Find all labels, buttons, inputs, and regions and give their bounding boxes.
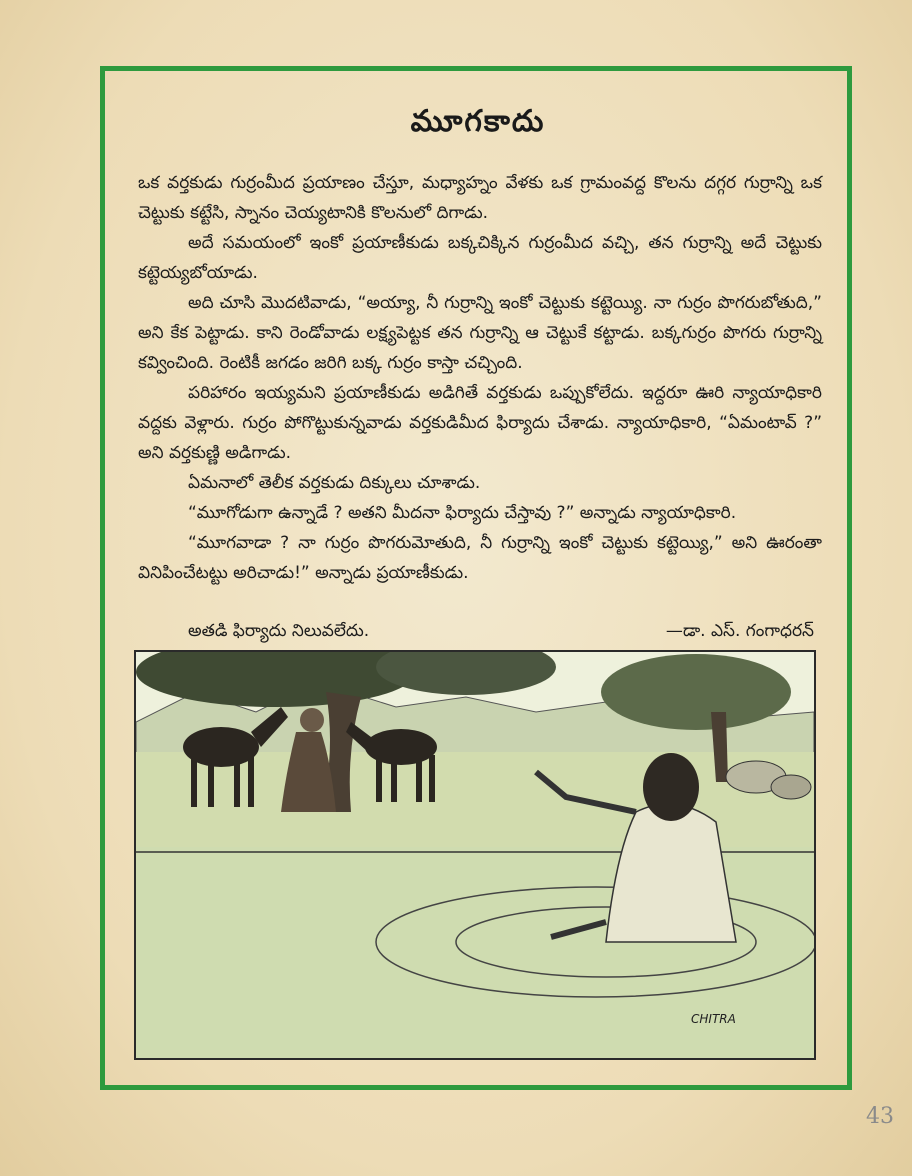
paragraph-3: అది చూసి మొదటివాడు, “అయ్యా, నీ గుర్రాన్ని ఇంకో చెట్టుకు కట్టెయ్యి. నా గుర్రం పొగరుబోతుది,” అని కేక పెట్టాడు. కాని రెండోవాడు లక్ష్యపెట్టక తన గుర్రాన్ని ఆ చెట్టుకే కట్టాడు. బక్కగుర్రం పొగరు గుర్రాన్ని కవ్వించింది. రెంటికీ జగడం జరిగి బక్క గుర్రం కాస్తా చచ్చింది. — [138, 293, 822, 373]
traveller-head — [300, 708, 324, 732]
paragraph-6: “మూగోడుగా ఉన్నాడే ? అతని మీదనా ఫిర్యాదు చేస్తావు ?” అన్నాడు న్యాయాధికారి. — [188, 503, 737, 523]
story-title: మూగకాదు — [410, 104, 546, 139]
last-line: అతడి ఫిర్యాదు నిలువలేదు. — [188, 621, 370, 641]
paragraph-1: ఒక వర్తకుడు గుర్రంమీద ప్రయాణం చేస్తూ, మధ్యాహ్నం వేళకు ఒక గ్రామంవద్ద కొలను దగ్గర గుర్రాన్ని ఒక చెట్టుకు కట్టేసి, స్నానం చెయ్యటానికి కొలనులో దిగాడు. — [138, 173, 822, 223]
closing-line — [138, 616, 822, 646]
story-body — [138, 168, 822, 588]
paragraph-2: అదే సమయంలో ఇంకో ప్రయాణీకుడు బక్కచిక్కిన గుర్రంమీద వచ్చి, తన గుర్రాన్ని అదే చెట్టుకు కట్టెయ్యబోయాడు. — [138, 233, 822, 283]
rock — [771, 775, 811, 799]
story-illustration — [134, 650, 816, 1060]
paragraph-4: పరిహారం ఇయ్యమని ప్రయాణీకుడు అడిగితే వర్తకుడు ఒప్పుకోలేదు. ఇద్దరూ ఊరి న్యాయాధికారి వద్దకు వెళ్లారు. గుర్రం పోగొట్టుకున్నవాడు వర్తకుడిమీద ఫిర్యాదు చేశాడు. న్యాయాధికారి, “ఏమంటావ్ ?” అని వర్తకుణ్ణి అడిగాడు. — [138, 383, 822, 463]
tree-canopy-right — [601, 654, 791, 730]
author-credit: —డా. ఎస్. గంగాధరన్ — [665, 621, 814, 641]
artist-signature: CHITRA — [691, 1012, 736, 1026]
page-number: 43 — [866, 1104, 894, 1129]
paragraph-7: “మూగవాడా ? నా గుర్రం పొగరుమోతుది, నీ గుర్రాన్ని ఇంకో చెట్టుకు కట్టెయ్యి,” అని ఊరంతా వినిపించేటట్టు అరిచాడు!” అన్నాడు ప్రయాణీకుడు. — [138, 533, 822, 583]
paragraph-5: ఏమనాలో తెలీక వర్తకుడు దిక్కులు చూశాడు. — [188, 473, 481, 493]
illustration-drawing — [136, 652, 814, 1058]
